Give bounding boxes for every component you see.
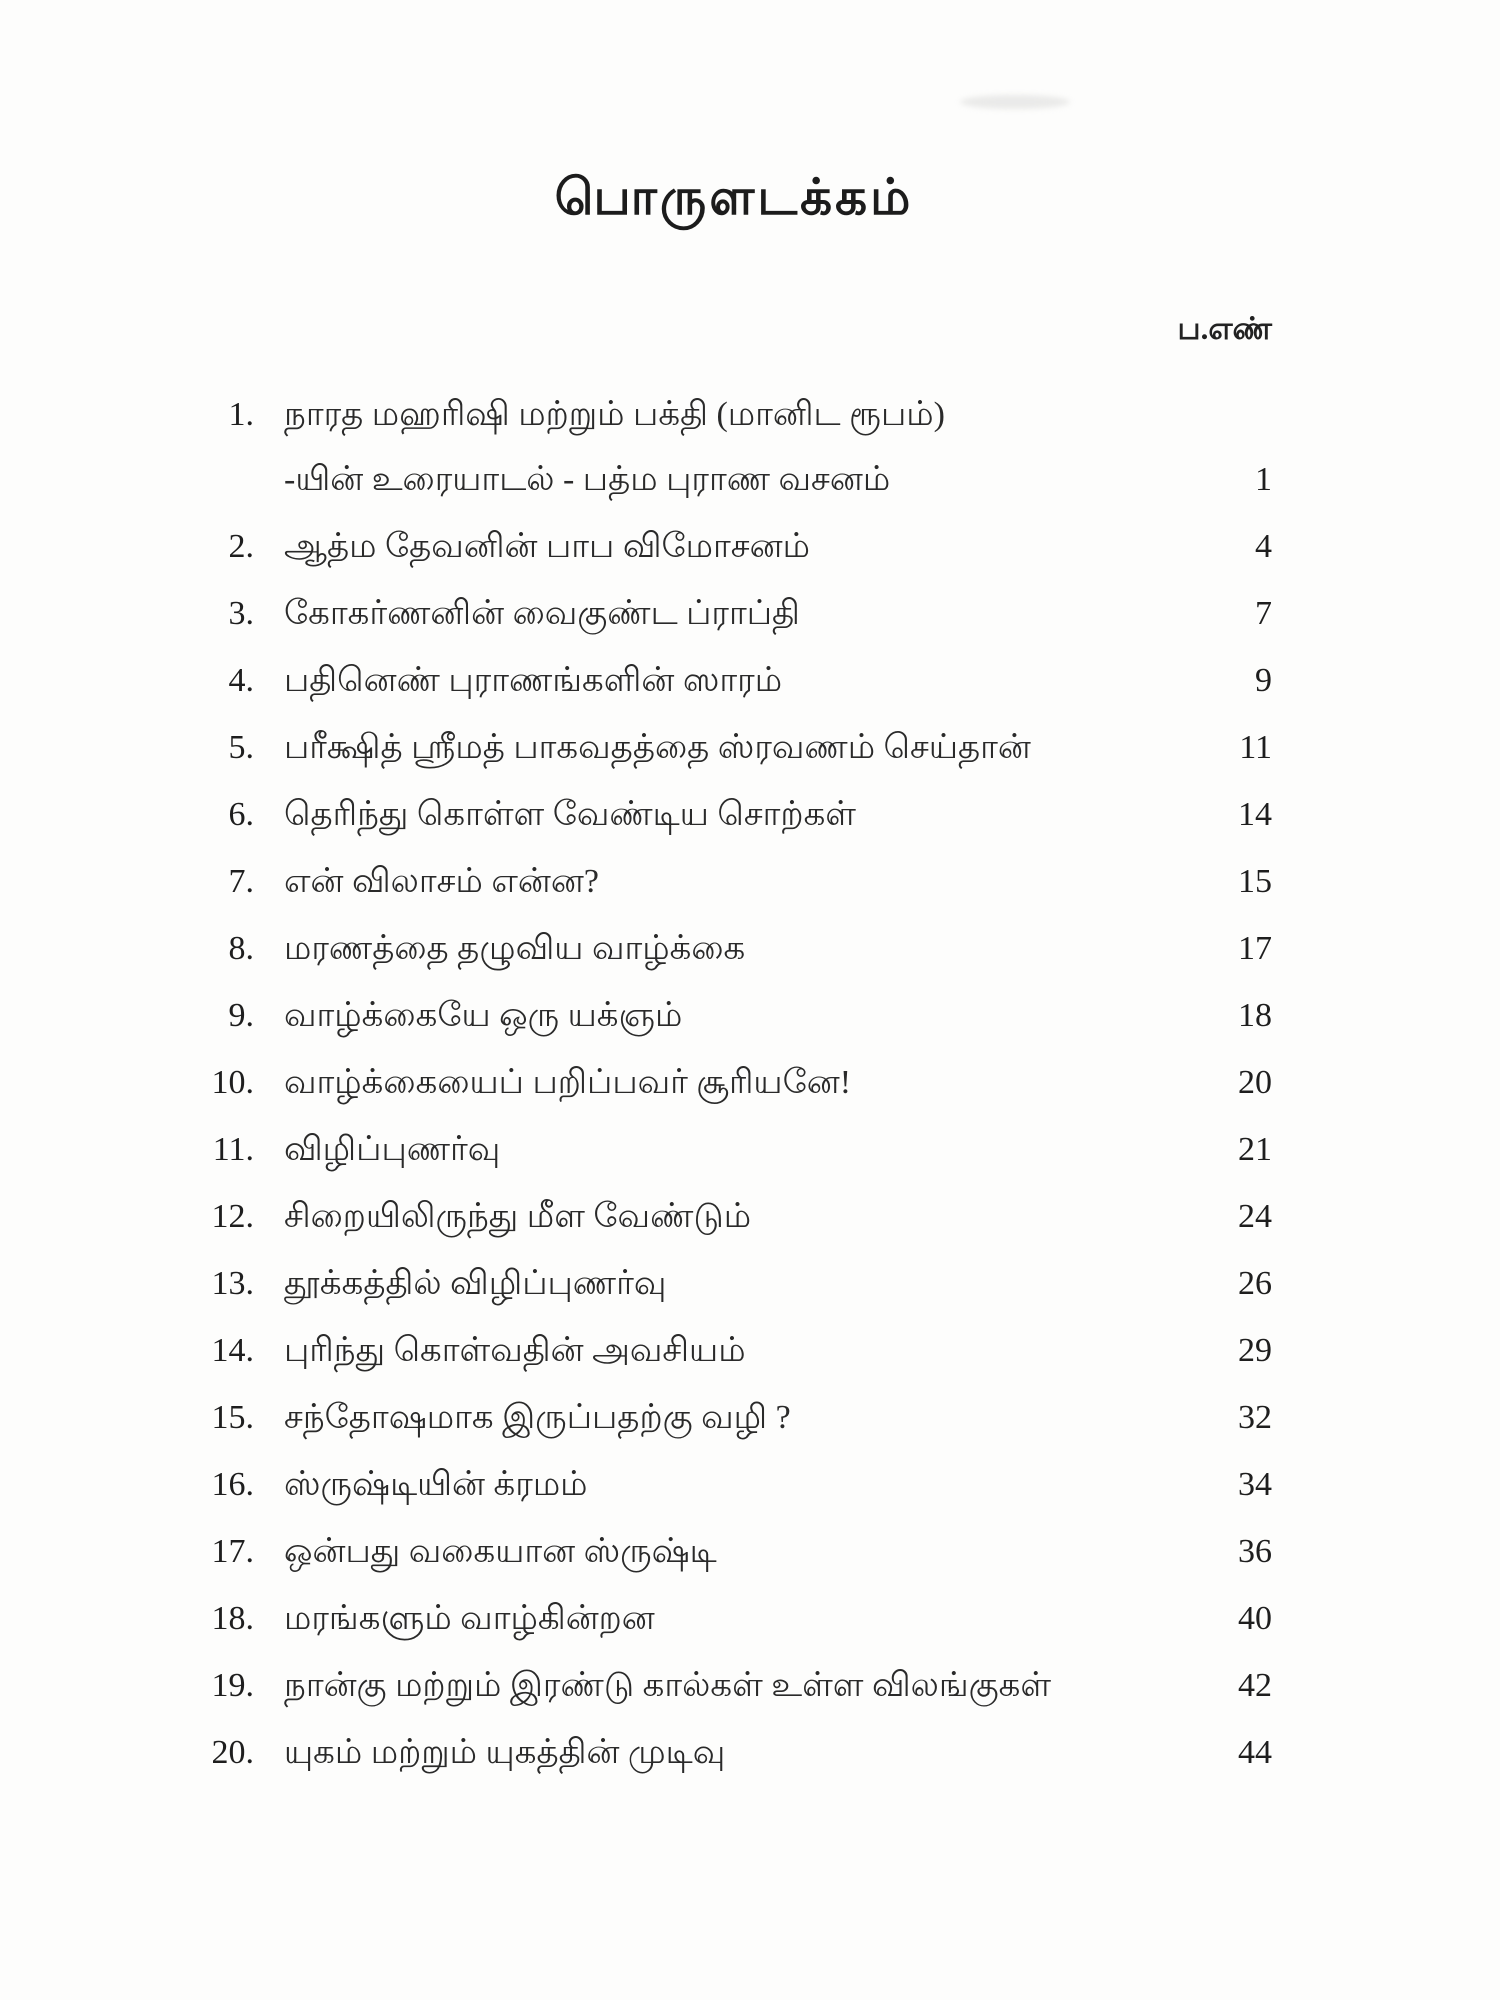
toc-entry-line: விழிப்புணர்வு: [284, 1131, 501, 1168]
toc-entry-title: [284, 1666, 1202, 1706]
toc-entry-number: 11.: [212, 1131, 254, 1168]
toc-entry-line: தூக்கத்தில் விழிப்புணர்வு: [284, 1265, 667, 1302]
toc-entry-line: வாழ்க்கையைப் பறிப்பவர் சூரியனே!: [284, 1064, 852, 1101]
toc-entry-page: 34: [1238, 1466, 1272, 1503]
toc-entry: [196, 728, 1272, 768]
toc-entry: [196, 996, 1272, 1036]
toc-entry-title: [284, 1197, 1202, 1237]
toc-entry-page: 4: [1255, 528, 1272, 565]
toc-entry-number: 5.: [228, 729, 254, 766]
toc-entry-title: [284, 862, 1202, 902]
toc-entry-title: [284, 929, 1202, 969]
toc-entry-number: 18.: [211, 1600, 254, 1637]
toc-entry-number: 3.: [228, 595, 254, 632]
toc-entry: [196, 1465, 1272, 1505]
toc-entry-number: 1.: [228, 396, 254, 433]
toc-entry: [196, 1264, 1272, 1304]
toc-entry-line: ஸ்ருஷ்டியின் க்ரமம்: [284, 1466, 588, 1503]
toc-entry-page: 26: [1238, 1265, 1272, 1302]
toc-entry: [196, 929, 1272, 969]
toc-entry-page: 32: [1238, 1399, 1272, 1436]
toc-entry-line: நாரத மஹரிஷி மற்றும் பக்தி (மானிட ரூபம்): [284, 396, 945, 433]
toc-entry-line: ஆத்ம தேவனின் பாப விமோசனம்: [284, 528, 810, 565]
toc-entry-title: [284, 1130, 1202, 1170]
toc-entry: [196, 1532, 1272, 1572]
toc-entry: [196, 1599, 1272, 1639]
toc-entry-page: 21: [1238, 1131, 1272, 1168]
toc-entry-number: 4.: [228, 662, 254, 699]
toc-entry-title: [284, 1733, 1202, 1773]
toc-entry-page: 18: [1238, 997, 1272, 1034]
toc-entry-title: [284, 996, 1202, 1036]
toc-entry-page: 1: [1255, 461, 1272, 498]
toc-entry-line: பதினெண் புராணங்களின் ஸாரம்: [284, 662, 783, 699]
page-number-column-header: ப.எண்: [1177, 311, 1272, 346]
toc-entry-title: [284, 1264, 1202, 1304]
toc-entry-page: 14: [1238, 796, 1272, 833]
toc-entry-page: 11: [1239, 729, 1272, 766]
toc-entry-page: 24: [1238, 1198, 1272, 1235]
toc-entry-line: தெரிந்து கொள்ள வேண்டிய சொற்கள்: [284, 796, 856, 833]
toc-entry-title: [284, 594, 1202, 634]
toc-entry-title: [284, 1465, 1202, 1505]
toc-entry-page: 36: [1238, 1533, 1272, 1570]
toc-entry-title: [284, 661, 1202, 701]
toc-entry-number: 6.: [228, 796, 254, 833]
toc-entry-title: [284, 395, 1202, 500]
toc-entry-number: 9.: [228, 997, 254, 1034]
toc-entry: [196, 1666, 1272, 1706]
toc-entry-page: 15: [1238, 863, 1272, 900]
toc-entry-title: [284, 1331, 1202, 1371]
toc-entry-number: 17.: [211, 1533, 254, 1570]
toc-entry-line: புரிந்து கொள்வதின் அவசியம்: [284, 1332, 746, 1369]
toc-entry-title: [284, 527, 1202, 567]
toc-entry: [196, 527, 1272, 567]
toc-entry-line: சிறையிலிருந்து மீள வேண்டும்: [284, 1198, 752, 1235]
toc-entry-number: 15.: [211, 1399, 254, 1436]
toc-entry: [196, 1197, 1272, 1237]
toc-entry-title: [284, 1532, 1202, 1572]
toc-entry: [196, 1063, 1272, 1103]
toc-entry: [196, 795, 1272, 835]
toc-entry-line: ஒன்பது வகையான ஸ்ருஷ்டி: [284, 1533, 717, 1570]
toc-entry-number: 7.: [228, 863, 254, 900]
toc-entry-line: நான்கு மற்றும் இரண்டு கால்கள் உள்ள விலங்குகள்: [284, 1667, 1052, 1704]
toc-entry-title: [284, 1599, 1202, 1639]
toc-entry-line: சந்தோஷமாக இருப்பதற்கு வழி ?: [284, 1399, 791, 1436]
scan-artifact: [960, 95, 1070, 109]
toc-entry-page: 7: [1255, 595, 1272, 632]
toc-entry-number: 14.: [211, 1332, 254, 1369]
toc-entry: [196, 1331, 1272, 1371]
toc-entry-page: 29: [1238, 1332, 1272, 1369]
toc-entry-page: 17: [1238, 930, 1272, 967]
toc-entry-number: 19.: [211, 1667, 254, 1704]
toc-entry: [196, 1130, 1272, 1170]
toc-entry: [196, 1398, 1272, 1438]
toc-entry-title: [284, 728, 1202, 768]
page-title: பொருளடக்கம்: [554, 169, 914, 225]
toc-entry-title: [284, 1063, 1202, 1103]
toc-entry-line: கோகர்ணனின் வைகுண்ட ப்ராப்தி: [284, 595, 800, 632]
toc-entry-number: 12.: [211, 1198, 254, 1235]
toc-entry: [196, 862, 1272, 902]
toc-entry-page: 20: [1238, 1064, 1272, 1101]
toc-entry-number: 13.: [211, 1265, 254, 1302]
toc-entry-line: பரீக்ஷித் ஸ்ரீமத் பாகவதத்தை ஸ்ரவணம் செய்தான்: [284, 729, 1031, 766]
toc-entry-page: 9: [1255, 662, 1272, 699]
toc-entry-number: 2.: [228, 528, 254, 565]
toc-entry: [196, 594, 1272, 634]
toc-entry-page: 42: [1238, 1667, 1272, 1704]
toc-entry: [196, 395, 1272, 500]
toc-entry-line: மரணத்தை தழுவிய வாழ்க்கை: [284, 930, 746, 967]
toc-entry-line: யுகம் மற்றும் யுகத்தின் முடிவு: [284, 1734, 726, 1771]
toc-entry: [196, 661, 1272, 701]
toc-entry-line: -யின் உரையாடல் - பத்ம புராண வசனம்: [284, 461, 891, 498]
toc-entry-line: வாழ்க்கையே ஒரு யக்ஞம்: [284, 997, 683, 1034]
toc-entry-number: 16.: [211, 1466, 254, 1503]
toc-entry-page: 40: [1238, 1600, 1272, 1637]
toc-entry-line: என் விலாசம் என்ன?: [284, 863, 599, 900]
toc-entry-number: 20.: [211, 1734, 254, 1771]
toc-entry-number: 10.: [211, 1064, 254, 1101]
toc-entry-number: 8.: [228, 930, 254, 967]
toc-entry-title: [284, 1398, 1202, 1438]
toc-entry: [196, 1733, 1272, 1773]
toc-entry-title: [284, 795, 1202, 835]
toc-entry-line: மரங்களும் வாழ்கின்றன: [284, 1600, 655, 1637]
toc-list: [196, 395, 1272, 1773]
toc-entry-page: 44: [1238, 1734, 1272, 1771]
